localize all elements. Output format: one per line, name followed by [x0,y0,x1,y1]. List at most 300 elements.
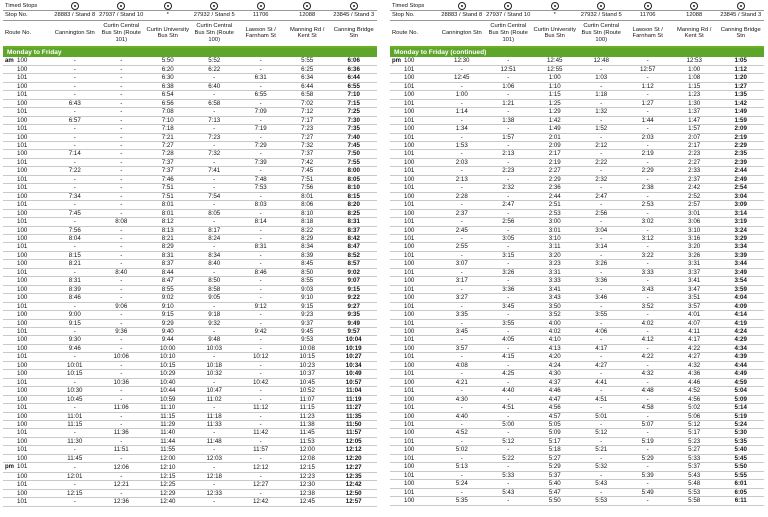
time-cell: 4:40 [485,387,531,395]
table-row [3,209,377,217]
route-number: 100 [17,133,28,141]
time-cell: - [624,108,670,116]
time-cell: 7:17 [284,116,330,124]
time-cell: 10:00 [144,344,190,352]
time-cell: 4:07 [671,319,717,327]
route-number: 100 [17,150,28,158]
table-row [3,498,377,506]
stop-name: Cannington Stn [439,21,485,47]
time-cell: 2:23 [485,167,531,175]
time-cell: 3:02 [624,218,670,226]
timed-stop-marker [237,0,283,11]
time-cell: 3:43 [624,285,670,293]
route-cell [3,429,52,437]
section-header-row [3,47,377,57]
time-cell: 11:18 [191,412,237,420]
route-cell [3,277,52,285]
time-cell: 7:09 [237,108,283,116]
time-cell: 8:40 [191,260,237,268]
time-cell: 3:04 [578,226,624,234]
timed-stop-marker [191,0,237,11]
time-cell: - [624,158,670,166]
time-cell: - [52,463,98,472]
table-row [3,420,377,428]
route-cell [3,158,52,166]
timed-stop-marker [144,0,190,11]
time-cell: 2:19 [531,158,577,166]
time-cell: 5:17 [671,429,717,437]
time-cell: - [485,142,531,150]
stop-no-label: Stop No. [3,11,52,21]
table-row [3,336,377,344]
time-cell: 1:21 [485,99,531,107]
time-cell: 7:48 [237,175,283,183]
time-cell: 11:35 [330,412,377,420]
route-number: 100 [17,370,28,378]
time-cell: 7:34 [52,192,98,200]
time-cell: 5:24 [439,480,485,488]
time-cell: 5:29 [531,463,577,471]
time-cell: 4:41 [578,378,624,386]
time-cell: 7:23 [191,133,237,141]
time-cell: 2:53 [624,201,670,209]
table-row [390,91,764,99]
time-cell: 12:57 [624,65,670,73]
time-cell: 7:10 [330,91,377,99]
time-cell: 5:09 [531,429,577,437]
time-cell: 4:52 [671,387,717,395]
time-cell: 2:36 [531,184,577,192]
time-cell: 3:45 [439,328,485,336]
route-number: 100 [404,260,415,268]
time-cell: 6:44 [284,82,330,90]
route-number: 100 [17,437,28,445]
right-timetable [390,0,764,506]
stop-name: Canning Bridge Stn [717,21,764,47]
time-cell: - [439,251,485,259]
time-cell: - [98,336,144,344]
table-row [390,336,764,344]
time-cell: 5:19 [717,412,764,420]
time-cell: - [52,268,98,276]
route-number: 100 [17,226,28,234]
time-cell: 7:37 [144,158,190,166]
time-cell: 8:31 [52,277,98,285]
time-cell: 9:15 [284,302,330,310]
time-cell: - [191,481,237,489]
time-cell: 8:57 [330,260,377,268]
time-cell: 9:23 [284,311,330,319]
time-cell: 10:42 [237,378,283,386]
table-row [390,82,764,90]
time-cell: 8:21 [52,260,98,268]
route-number: 100 [404,463,415,471]
time-cell: - [624,125,670,133]
time-cell: - [485,446,531,454]
time-cell: 8:29 [284,235,330,243]
time-cell: 10:30 [52,387,98,395]
table-row [390,454,764,462]
table-row [390,251,764,259]
route-number: 101 [17,108,28,116]
time-cell: - [191,142,237,150]
time-cell: 4:46 [671,378,717,386]
time-cell: 10:04 [330,336,377,344]
time-cell: 5:37 [531,471,577,479]
route-number: 101 [404,454,415,462]
time-cell: 10:19 [330,344,377,352]
time-cell: 2:13 [439,175,485,183]
time-cell: 8:34 [191,251,237,259]
route-cell [3,235,52,243]
timed-stop-marker [717,0,764,11]
time-cell: 12:08 [284,454,330,462]
time-cell: 7:27 [144,142,190,150]
route-number: 101 [404,471,415,479]
time-cell: 5:12 [671,420,717,428]
time-cell: 4:47 [531,395,577,403]
table-row [390,125,764,133]
time-cell: 3:34 [717,243,764,251]
time-cell: 6:43 [52,99,98,107]
table-row [390,387,764,395]
time-cell: - [578,370,624,378]
time-cell: 11:57 [237,446,283,454]
route-cell [390,480,439,488]
time-cell: 5:12 [578,429,624,437]
time-cell: 3:10 [531,235,577,243]
time-cell: 11:15 [144,412,190,420]
time-cell: 9:15 [52,319,98,327]
route-number: 101 [404,82,415,90]
route-number: 101 [404,116,415,124]
time-cell: 7:12 [284,108,330,116]
time-cell: 6:38 [144,82,190,90]
time-cell: - [578,454,624,462]
route-cell [3,133,52,141]
time-cell: - [439,353,485,361]
timed-stop-marker [671,0,717,11]
time-cell: - [237,319,283,327]
time-cell: 2:56 [485,218,531,226]
time-cell: 3:20 [531,251,577,259]
time-cell: 4:22 [671,344,717,352]
time-cell: - [485,497,531,505]
route-number: 101 [404,251,415,259]
time-cell: - [624,412,670,420]
timed-stop-marker [439,0,485,11]
time-cell: 2:52 [671,192,717,200]
time-cell: - [237,150,283,158]
route-cell [390,497,439,505]
route-number: 101 [17,218,28,226]
time-cell: 7:45 [330,142,377,150]
route-cell [390,387,439,395]
time-cell: 2:38 [624,184,670,192]
table-row [3,74,377,82]
time-cell: 7:39 [237,158,283,166]
time-cell: 5:53 [578,497,624,505]
time-cell: - [98,311,144,319]
time-cell: - [52,91,98,99]
route-number: 101 [17,91,28,99]
table-row [390,446,764,454]
time-cell: 1:38 [485,116,531,124]
route-cell [390,209,439,217]
time-cell: - [98,201,144,209]
time-cell: 3:05 [485,235,531,243]
route-number: 100 [17,99,28,107]
route-number: 100 [17,319,28,327]
time-cell: 1:20 [717,74,764,82]
time-cell: 4:11 [671,328,717,336]
time-cell: 4:06 [578,328,624,336]
route-cell [3,243,52,251]
time-cell: 11:01 [52,412,98,420]
route-cell [390,82,439,90]
stop-number: 11706 [624,11,670,21]
route-number: 100 [17,472,28,480]
route-cell [390,353,439,361]
time-cell: 10:15 [144,361,190,369]
time-cell: - [578,150,624,158]
route-number: 101 [17,498,28,506]
route-cell [390,463,439,471]
time-cell: - [191,201,237,209]
time-cell: - [98,57,144,66]
table-row [390,201,764,209]
time-cell: 6:05 [717,488,764,496]
time-cell: - [52,498,98,506]
time-cell: - [191,268,237,276]
time-cell: - [98,209,144,217]
time-cell: 3:33 [531,277,577,285]
time-cell: 11:15 [284,404,330,412]
table-row [3,454,377,462]
time-cell: 12:42 [330,481,377,489]
time-cell: 4:36 [671,370,717,378]
route-cell [3,344,52,352]
route-cell [390,294,439,302]
route-cell [390,395,439,403]
time-cell: 10:32 [191,370,237,378]
time-cell: - [578,218,624,226]
route-cell [390,158,439,166]
time-cell: 1:08 [671,74,717,82]
time-cell: 8:42 [330,235,377,243]
time-cell: 1:18 [578,91,624,99]
time-cell: - [98,319,144,327]
time-cell: 5:35 [439,497,485,505]
time-cell: 3:16 [671,235,717,243]
route-number: 100 [17,285,28,293]
time-cell: 9:05 [191,294,237,302]
time-cell: 8:29 [144,243,190,251]
time-cell: - [52,184,98,192]
route-number: 101 [17,463,28,471]
stop-number: 12088 [671,11,717,21]
time-cell: 6:31 [237,74,283,82]
time-cell: - [578,285,624,293]
time-cell: 8:31 [237,243,283,251]
time-cell: - [237,226,283,234]
time-cell: 9:07 [330,277,377,285]
time-cell: 8:31 [330,218,377,226]
stop-number: 23845 / Stand 3 [717,11,764,21]
time-cell: - [52,328,98,336]
route-number: 100 [17,361,28,369]
time-cell: 5:01 [578,412,624,420]
time-cell: 8:05 [330,175,377,183]
time-cell: 1:57 [671,125,717,133]
time-cell: 5:12 [485,437,531,445]
time-cell: - [52,243,98,251]
time-cell: 10:47 [191,387,237,395]
time-cell: 2:22 [578,158,624,166]
time-cell: 2:51 [531,201,577,209]
route-cell [3,108,52,116]
time-cell: 9:02 [330,268,377,276]
time-cell: 4:13 [531,344,577,352]
time-cell: 7:32 [284,142,330,150]
route-no-label: Route No. [3,21,52,47]
route-number: 101 [17,74,28,82]
time-cell: 1:12 [624,82,670,90]
time-cell: 1:00 [439,91,485,99]
time-cell: - [52,125,98,133]
table-row [390,116,764,124]
route-cell [390,167,439,175]
route-number: 101 [404,150,415,158]
time-cell: 6:11 [717,497,764,505]
time-cell: 8:17 [191,226,237,234]
timed-stop-marker [531,0,577,11]
time-cell: 12:12 [330,446,377,454]
time-cell: - [237,489,283,497]
time-cell: - [237,437,283,445]
time-cell: 3:26 [671,251,717,259]
time-cell: 2:03 [439,158,485,166]
time-cell: 6:57 [52,116,98,124]
route-cell [3,328,52,336]
route-cell [3,251,52,259]
table-row [390,243,764,251]
time-cell: - [439,116,485,124]
time-cell: 8:45 [284,260,330,268]
time-cell: 9:02 [144,294,190,302]
time-cell: 3:00 [531,218,577,226]
route-number: 101 [404,319,415,327]
time-cell: 10:15 [52,370,98,378]
time-cell: 3:37 [671,268,717,276]
time-cell: - [485,294,531,302]
time-cell: 6:58 [191,99,237,107]
time-cell: 3:24 [717,226,764,234]
time-cell: 4:09 [717,302,764,310]
time-cell: 8:01 [144,201,190,209]
time-cell: 12:12 [237,463,283,472]
time-cell: - [485,361,531,369]
time-cell: 11:36 [98,429,144,437]
time-cell: 4:22 [624,353,670,361]
time-cell: 11:10 [144,404,190,412]
time-cell: - [624,175,670,183]
table-row [3,133,377,141]
route-cell [3,378,52,386]
section-title: Monday to Friday (continued) [390,47,764,57]
time-cell: 4:57 [531,412,577,420]
table-row [3,201,377,209]
time-cell: 5:00 [485,420,531,428]
time-cell: - [52,201,98,209]
time-cell: - [98,150,144,158]
time-cell: 4:56 [531,404,577,412]
table-row [390,480,764,488]
time-cell: 6:06 [330,57,377,66]
time-cell: 8:46 [237,268,283,276]
time-cell: - [439,65,485,73]
time-cell: 4:04 [717,294,764,302]
route-number: 101 [404,218,415,226]
time-cell: 10:45 [52,395,98,403]
time-cell: 7:40 [330,133,377,141]
time-cell: 12:05 [330,437,377,445]
time-cell: 8:15 [330,192,377,200]
time-cell: - [624,328,670,336]
time-cell: - [98,184,144,192]
time-cell: - [98,420,144,428]
time-cell: - [624,91,670,99]
time-cell: 7:37 [284,150,330,158]
time-cell: - [237,294,283,302]
time-cell: 4:40 [439,412,485,420]
table-row [390,175,764,183]
time-cell: 4:17 [671,336,717,344]
time-cell: 1:49 [717,108,764,116]
clock-icon [350,2,358,10]
time-cell: 12:15 [52,489,98,497]
clock-icon [458,2,466,10]
time-cell: 8:40 [98,268,144,276]
time-cell: - [485,175,531,183]
time-cell: - [52,446,98,454]
time-cell: - [485,192,531,200]
time-cell: 2:42 [671,184,717,192]
time-cell: 12:21 [98,481,144,489]
time-cell: 3:47 [671,285,717,293]
route-number: 101 [404,420,415,428]
time-cell: 4:44 [717,361,764,369]
route-number: 101 [404,437,415,445]
time-cell: 12:15 [144,472,190,480]
time-cell: 7:37 [144,167,190,175]
route-number: 100 [404,480,415,488]
table-row [390,108,764,116]
table-row [3,158,377,166]
time-cell: 5:19 [624,437,670,445]
route-cell [390,57,439,66]
time-cell: 1:49 [531,125,577,133]
route-number: 101 [404,268,415,276]
stop-number: 27937 / Stand 10 [98,11,144,21]
time-cell: 1:53 [439,142,485,150]
time-cell: 2:17 [671,142,717,150]
time-cell: 4:49 [717,370,764,378]
time-cell: - [191,378,237,386]
time-cell: - [485,226,531,234]
route-number: 100 [404,108,415,116]
time-cell: 11:30 [52,437,98,445]
